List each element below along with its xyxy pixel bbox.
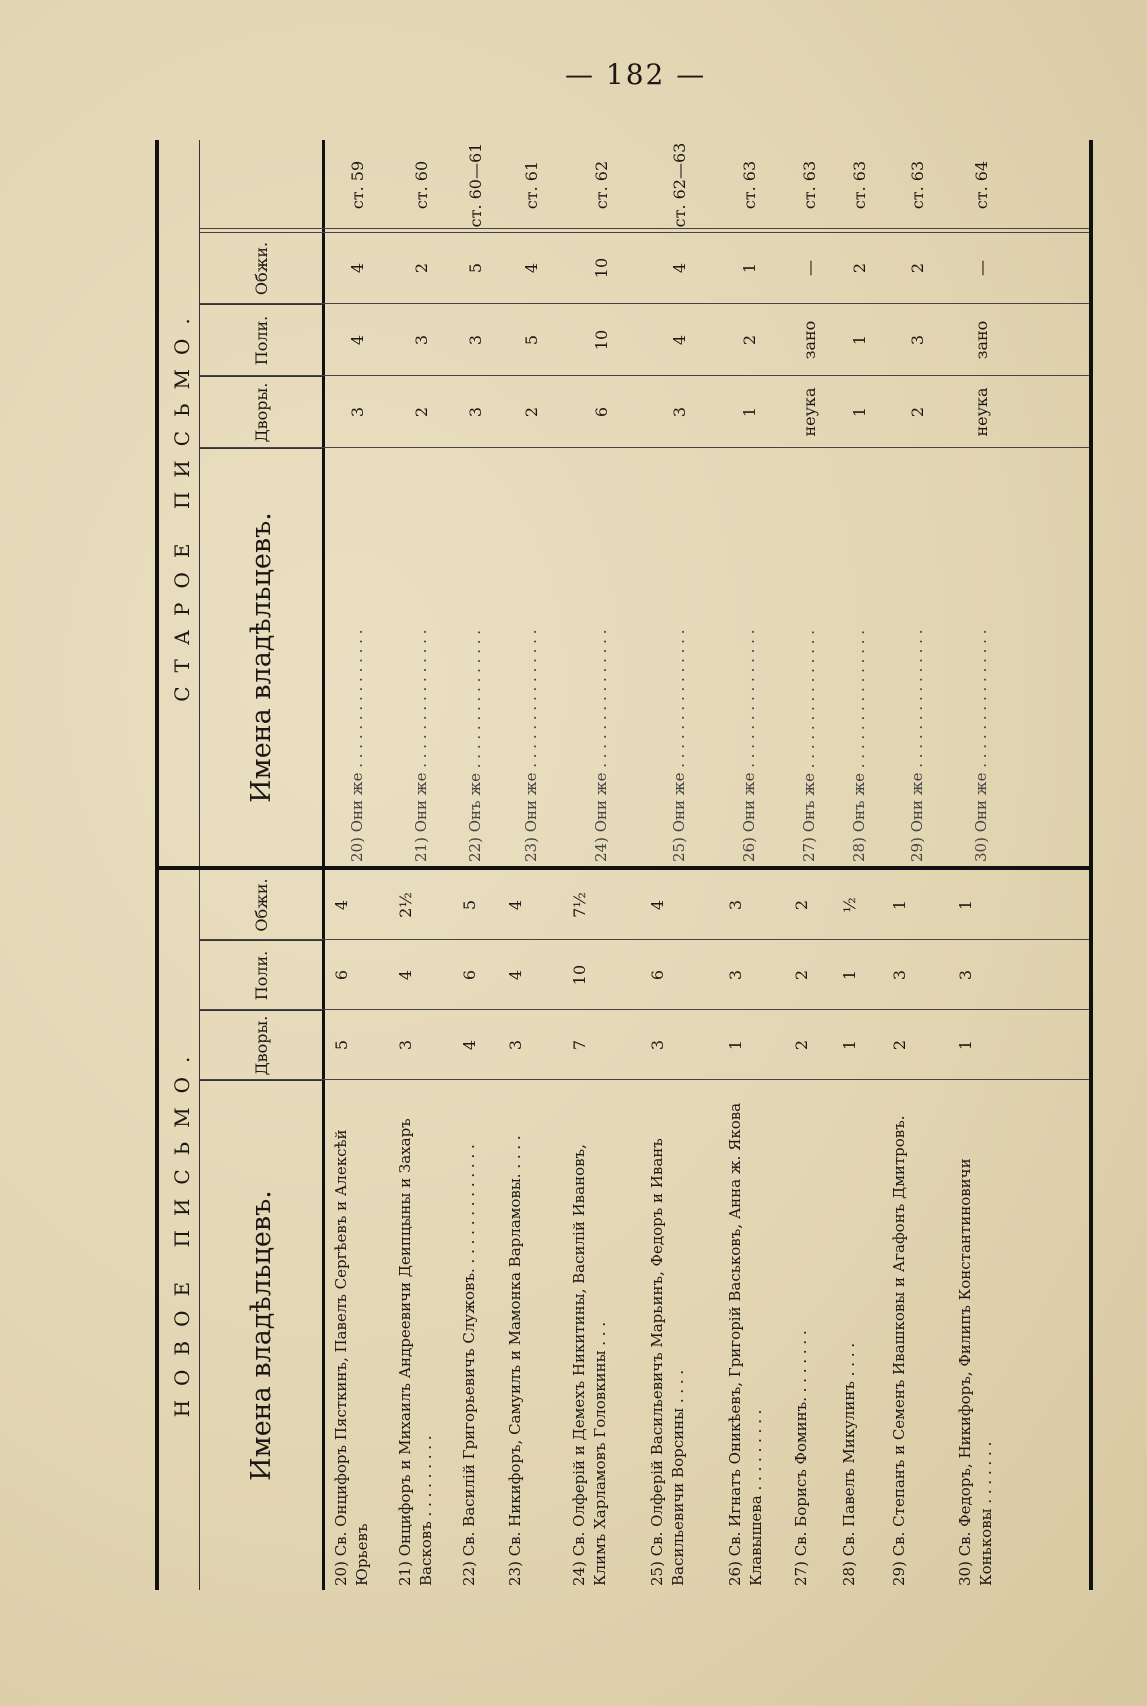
new-section-title: НОВОЕ ПИСЬМО. bbox=[165, 870, 200, 1590]
table-row bbox=[459, 870, 501, 1590]
owner-name: 24) Они же . . . . . . . . . . . . . . . bbox=[592, 629, 610, 862]
obzhi-value: 4 bbox=[648, 899, 667, 911]
table-row bbox=[347, 140, 391, 866]
poli-value: 5 bbox=[522, 334, 541, 346]
obzhi-value: 2 bbox=[792, 899, 811, 911]
poli-value: 3 bbox=[412, 334, 431, 346]
poli-value: 2 bbox=[792, 969, 811, 981]
owner-name: 25) Св. Олферій Васильевичъ Марьинъ, Федоръ и Иванъ Васильевичи Ворсины . . . . bbox=[648, 1138, 687, 1586]
poli-value: 3 bbox=[466, 334, 485, 346]
obzhi-value: — bbox=[800, 260, 819, 276]
dvor-value: 1 bbox=[956, 1039, 975, 1051]
dvor-value: 3 bbox=[670, 406, 689, 418]
dvor-value: 2 bbox=[522, 406, 541, 418]
dvor-value: 2 bbox=[792, 1039, 811, 1051]
table-row bbox=[739, 140, 783, 866]
register-table bbox=[155, 140, 1093, 1590]
obzhi-value: 4 bbox=[348, 262, 367, 274]
dvor-value: 1 bbox=[840, 1039, 859, 1051]
owner-name: 21) Онцифоръ и Михаилъ Андреевичи Деипцыны и Захаръ Васковъ . . . . . . . . . bbox=[396, 1118, 435, 1586]
poli-value: 6 bbox=[460, 969, 479, 981]
owner-name: 25) Они же . . . . . . . . . . . . . . . bbox=[670, 629, 688, 862]
table-row bbox=[331, 870, 391, 1590]
table-row bbox=[799, 140, 843, 866]
dvor-value: 2 bbox=[908, 406, 927, 418]
obzhi-value: 1 bbox=[740, 262, 759, 274]
owner-name: 26) Св. Игнатъ Оникѣевъ, Григорій Васьковъ, Анна ж. Якова Клавышева . . . . . . . . . bbox=[726, 1102, 765, 1586]
dvor-value: 1 bbox=[740, 406, 759, 418]
poli-value: 4 bbox=[670, 334, 689, 346]
table-row bbox=[971, 140, 1015, 866]
obzhi-value: 1 bbox=[956, 899, 975, 911]
poli-value: 4 bbox=[348, 334, 367, 346]
dvor-value: 3 bbox=[466, 406, 485, 418]
dvor-value: 6 bbox=[592, 406, 611, 418]
poli-value: 3 bbox=[890, 969, 909, 981]
poli-value: 4 bbox=[396, 969, 415, 981]
old-col-divider bbox=[200, 447, 1089, 448]
column-reference: ст. 62—63 bbox=[670, 142, 689, 228]
section-divider bbox=[159, 866, 1089, 870]
owner-name: 24) Св. Олферій и Демехъ Никитины, Василій Ивановъ, Климъ Харламовъ Головкины . . . bbox=[570, 1144, 609, 1586]
obzhi-value: ½ bbox=[840, 897, 859, 913]
old-col-divider bbox=[200, 228, 1089, 233]
poli-value: зано bbox=[972, 320, 991, 360]
owner-name: 26) Они же . . . . . . . . . . . . . . . bbox=[740, 629, 758, 862]
poli-value: 10 bbox=[570, 964, 589, 986]
obzhi-value: 1 bbox=[890, 899, 909, 911]
old-col-name-header: Имена владѣльцевъ. bbox=[200, 448, 322, 866]
table-row bbox=[907, 140, 951, 866]
new-col-name-header: Имена владѣльцевъ. bbox=[200, 1080, 322, 1590]
table-row bbox=[465, 140, 509, 866]
table-row bbox=[647, 870, 721, 1590]
column-reference: ст. 61 bbox=[522, 160, 541, 210]
obzhi-value: 4 bbox=[670, 262, 689, 274]
obzhi-value: 2 bbox=[850, 262, 869, 274]
poli-value: 2 bbox=[740, 334, 759, 346]
old-col-dvor-header: Дворы. bbox=[200, 376, 322, 448]
dvor-value: 2 bbox=[412, 406, 431, 418]
poli-value: 6 bbox=[332, 969, 351, 981]
column-reference: ст. 63 bbox=[908, 160, 927, 210]
old-col-poli-header: Поли. bbox=[200, 304, 322, 376]
obzhi-value: 7½ bbox=[570, 892, 589, 918]
table-row bbox=[725, 870, 785, 1590]
obzhi-value: 4 bbox=[522, 262, 541, 274]
dvor-value: 3 bbox=[648, 1039, 667, 1051]
owner-name: 30) Св. Федоръ, Никифоръ, Филипъ Константиновичи Коньковы . . . . . . . bbox=[956, 1158, 995, 1586]
poli-value: 4 bbox=[506, 969, 525, 981]
column-reference: ст. 63 bbox=[800, 160, 819, 210]
dvor-value: 3 bbox=[396, 1039, 415, 1051]
poli-value: 3 bbox=[726, 969, 745, 981]
owner-name: 21) Они же . . . . . . . . . . . . . . . bbox=[412, 629, 430, 862]
poli-value: 3 bbox=[956, 969, 975, 981]
obzhi-value: 5 bbox=[466, 262, 485, 274]
table-row bbox=[955, 870, 1019, 1590]
poli-value: 6 bbox=[648, 969, 667, 981]
poli-value: 1 bbox=[850, 334, 869, 346]
owner-name: 22) Св. Василій Григорьевичъ Служовъ. . . . . . . . . . . . . . bbox=[460, 1144, 478, 1586]
obzhi-value: 4 bbox=[332, 899, 351, 911]
new-header-rule bbox=[322, 870, 325, 1590]
column-reference: ст. 63 bbox=[850, 160, 869, 210]
obzhi-value: 3 bbox=[726, 899, 745, 911]
table-row bbox=[569, 870, 643, 1590]
owner-name: 20) Св. Онцифоръ Пясткинъ, Павелъ Сергѣевъ и Алексѣй Юрьевъ bbox=[332, 1129, 371, 1586]
table-row bbox=[839, 870, 885, 1590]
poli-value: 1 bbox=[840, 969, 859, 981]
obzhi-value: 2½ bbox=[396, 892, 415, 918]
owner-name: 30) Они же . . . . . . . . . . . . . . . bbox=[972, 629, 990, 862]
dvor-value: 3 bbox=[348, 406, 367, 418]
owner-name: 28) Св. Павелъ Микулинъ . . . . bbox=[840, 1342, 858, 1586]
page-number: — 182 — bbox=[565, 58, 707, 91]
dvor-value: неука bbox=[972, 387, 991, 437]
table-row bbox=[791, 870, 835, 1590]
old-letter-section bbox=[159, 140, 1089, 866]
old-header-rule bbox=[322, 140, 325, 866]
obzhi-value: — bbox=[972, 260, 991, 276]
owner-name: 23) Они же . . . . . . . . . . . . . . . bbox=[522, 629, 540, 862]
dvor-value: 5 bbox=[332, 1039, 351, 1051]
dvor-value: 4 bbox=[460, 1039, 479, 1051]
owner-name: 23) Св. Никифоръ, Самуилъ и Мамонка Варламовы. . . . . bbox=[506, 1135, 524, 1586]
dvor-value: 1 bbox=[850, 406, 869, 418]
obzhi-value: 10 bbox=[592, 257, 611, 279]
table-row bbox=[849, 140, 893, 866]
column-reference: ст. 60 bbox=[412, 160, 431, 210]
obzhi-value: 5 bbox=[460, 899, 479, 911]
owner-name: 29) Они же . . . . . . . . . . . . . . . bbox=[908, 629, 926, 862]
table-row bbox=[395, 870, 455, 1590]
owner-name: 28) Онъ же . . . . . . . . . . . . . . . bbox=[850, 629, 868, 862]
table-row bbox=[889, 870, 951, 1590]
old-col-divider bbox=[200, 375, 1089, 376]
new-col-dvor-header: Дворы. bbox=[200, 1010, 322, 1080]
column-reference: ст. 62 bbox=[592, 160, 611, 210]
dvor-value: 1 bbox=[726, 1039, 745, 1051]
owner-name: 29) Св. Степанъ и Семенъ Ивашковы и Агафонъ Дмитровъ. bbox=[890, 1115, 908, 1586]
owner-name: 20) Они же . . . . . . . . . . . . . . . bbox=[348, 629, 366, 862]
column-reference: ст. 60—61 bbox=[466, 142, 485, 228]
dvor-value: неука bbox=[800, 387, 819, 437]
poli-value: зано bbox=[800, 320, 819, 360]
rotated-table-wrapper bbox=[155, 140, 1085, 1590]
new-col-poli-header: Поли. bbox=[200, 940, 322, 1010]
column-reference: ст. 59 bbox=[348, 160, 367, 210]
table-row bbox=[521, 140, 565, 866]
poli-value: 3 bbox=[908, 334, 927, 346]
owner-name: 27) Онъ же . . . . . . . . . . . . . . . bbox=[800, 629, 818, 862]
old-col-obzhi-header: Обжи. bbox=[200, 232, 322, 304]
dvor-value: 3 bbox=[506, 1039, 525, 1051]
old-col-divider bbox=[200, 303, 1089, 304]
owner-name: 22) Онъ же . . . . . . . . . . . . . . . bbox=[466, 629, 484, 862]
obzhi-value: 4 bbox=[506, 899, 525, 911]
column-reference: ст. 64 bbox=[972, 160, 991, 210]
old-col-ref-header bbox=[200, 140, 322, 232]
new-letter-section bbox=[159, 870, 1089, 1590]
table-row bbox=[505, 870, 565, 1590]
owner-name: 27) Св. Борисъ Фоминъ. . . . . . . . bbox=[792, 1330, 810, 1586]
dvor-value: 7 bbox=[570, 1039, 589, 1051]
dvor-value: 2 bbox=[890, 1039, 909, 1051]
old-section-title: СТАРОЕ ПИСЬМО. bbox=[165, 140, 200, 866]
poli-value: 10 bbox=[592, 329, 611, 351]
obzhi-value: 2 bbox=[412, 262, 431, 274]
table-row bbox=[669, 140, 713, 866]
table-row bbox=[411, 140, 455, 866]
new-col-obzhi-header: Обжи. bbox=[251, 878, 271, 932]
column-reference: ст. 63 bbox=[740, 160, 759, 210]
table-row bbox=[591, 140, 635, 866]
obzhi-value: 2 bbox=[908, 262, 927, 274]
